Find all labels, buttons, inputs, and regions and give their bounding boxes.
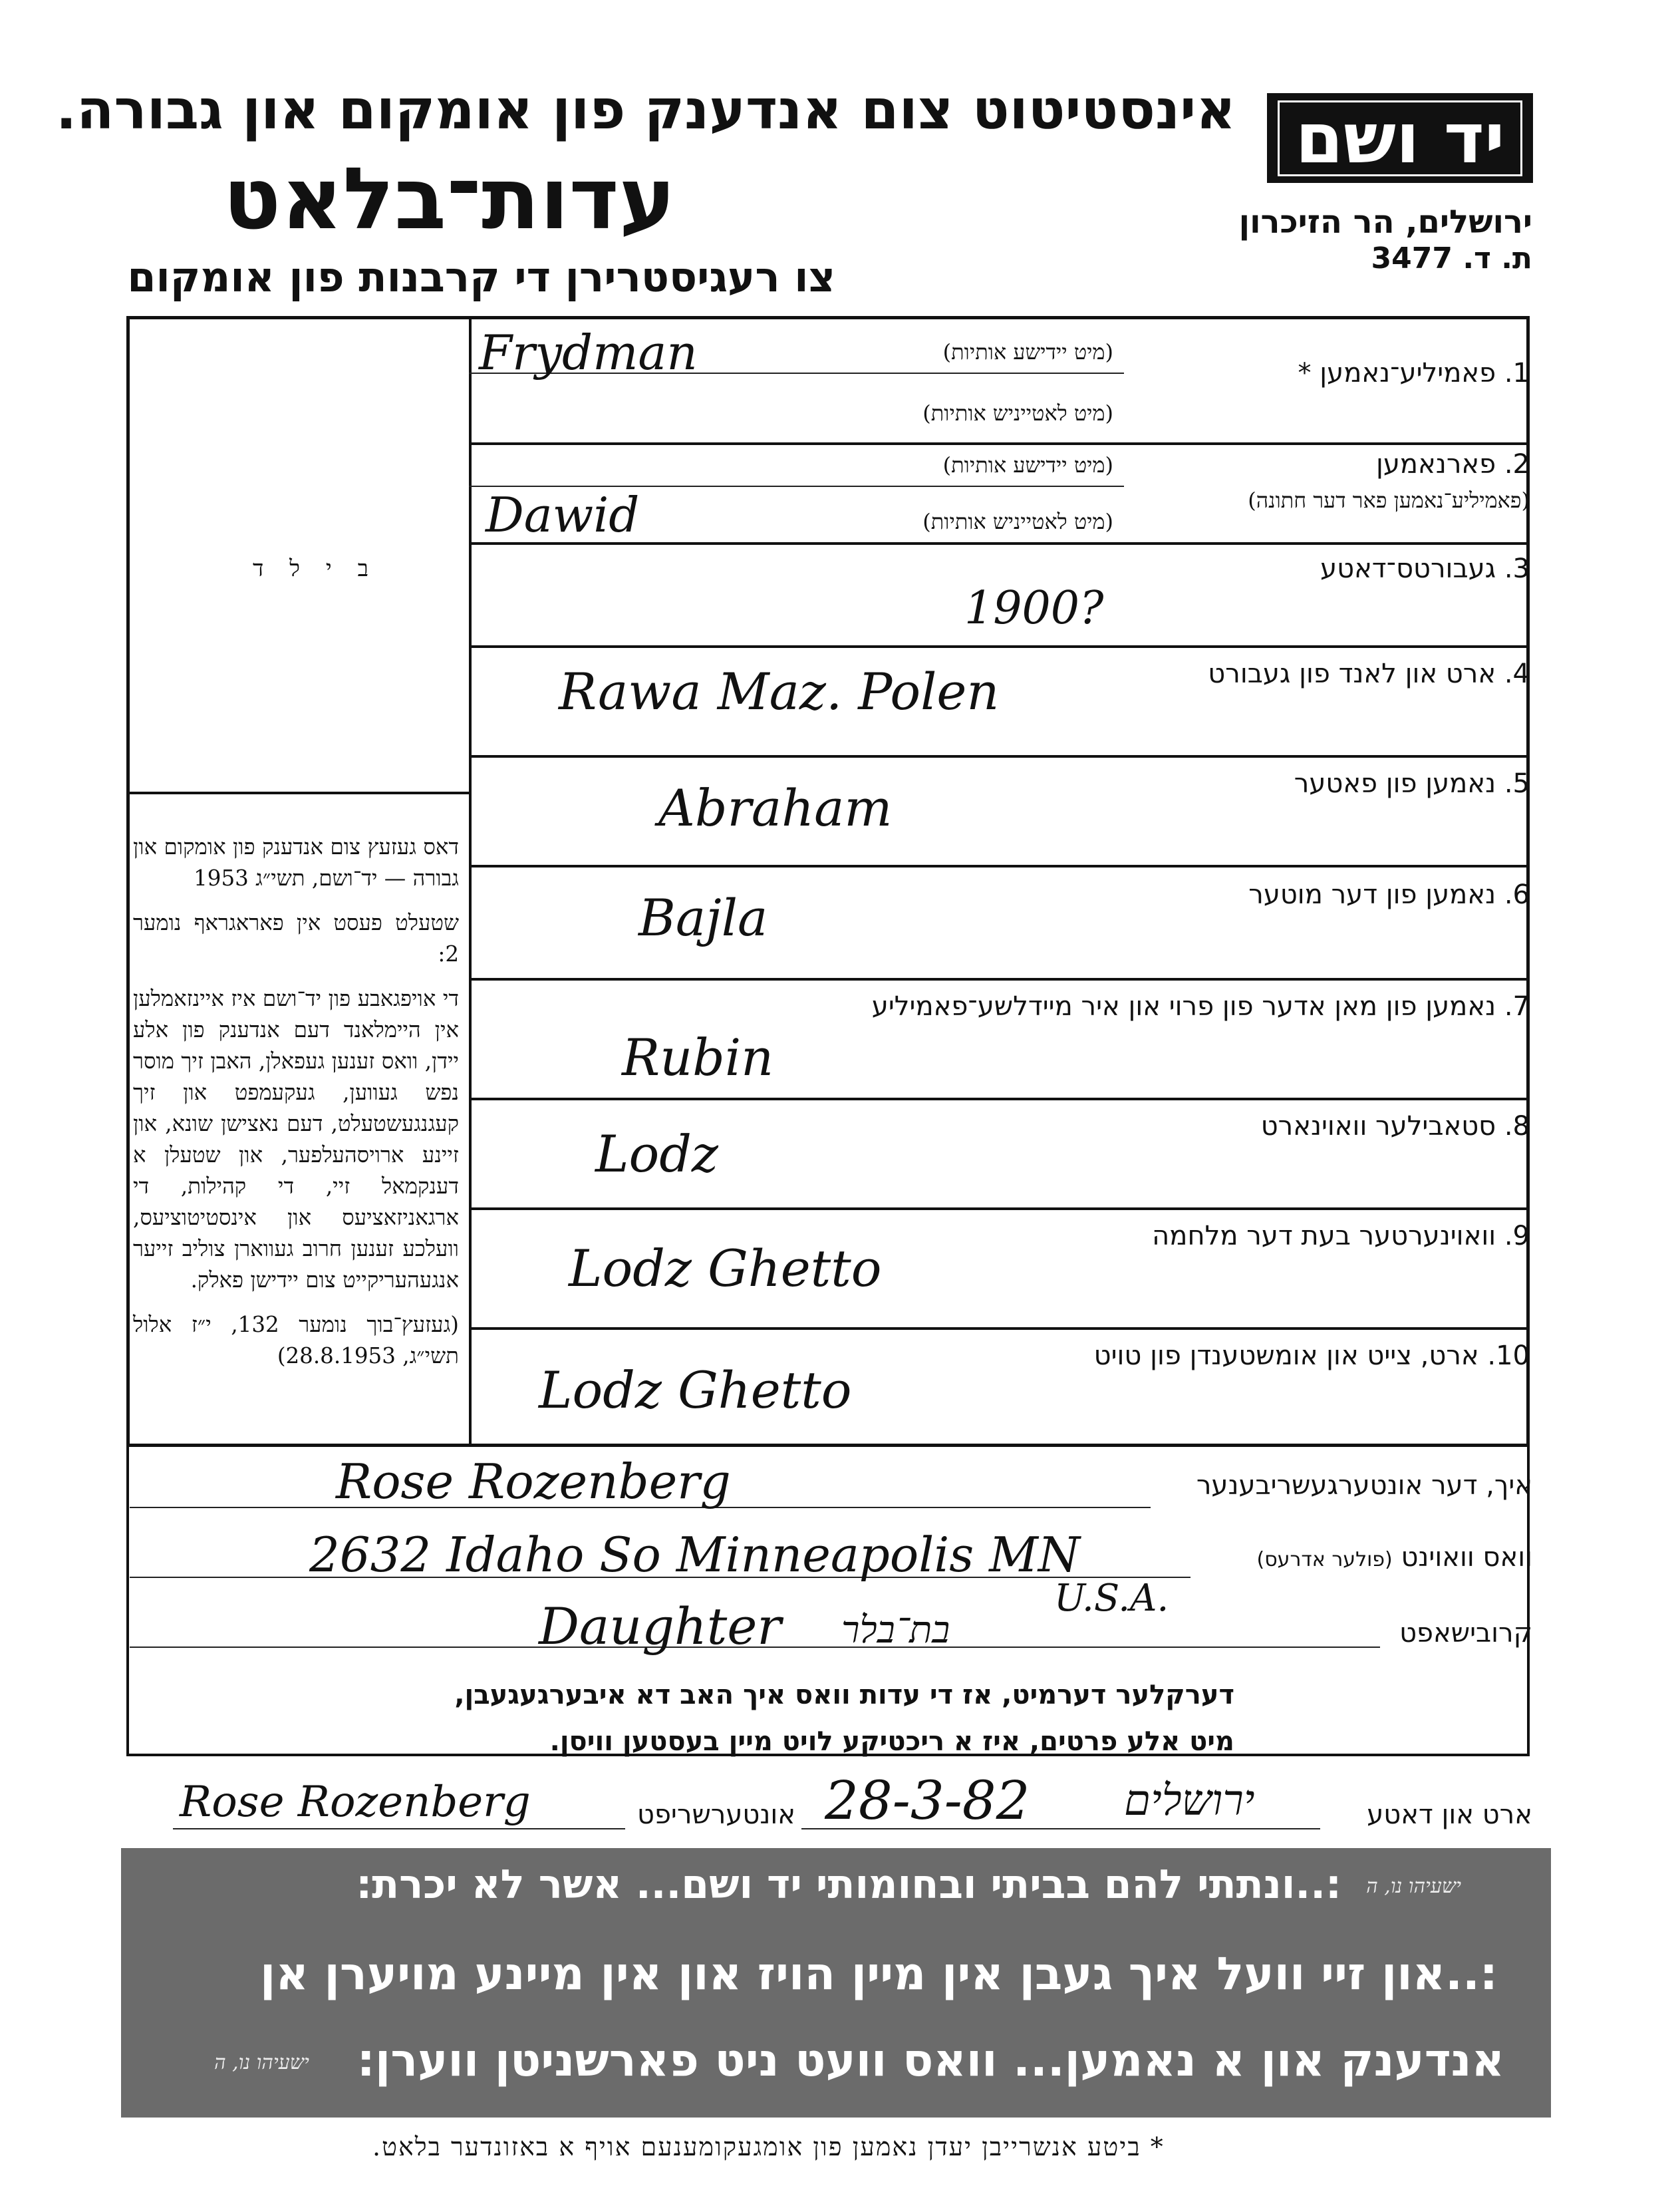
submitter-country-value[interactable]: U.S.A. — [1054, 1577, 1169, 1620]
field-8-label: 8. סטאבילער וואוינארט — [1260, 1111, 1530, 1142]
banner-ref-1: ישעיהו נו, ה — [1366, 1875, 1461, 1898]
signature-value[interactable]: Rose Rozenberg — [180, 1778, 531, 1827]
field-10-value[interactable]: Lodz Ghetto — [539, 1360, 852, 1420]
field-4-label: 4. ארט און לאנד פון געבורט — [1208, 659, 1530, 689]
field-4-value[interactable]: Rawa Maz. Polen — [559, 662, 1000, 721]
field-6-label: 6. נאמען פון דער מוטער — [1248, 879, 1530, 910]
hint-yiddish-1: (מיט יידישע אותיות) — [942, 339, 1113, 365]
field-5-value[interactable]: Abraham — [658, 778, 893, 838]
submitter-name-value[interactable]: Rose Rozenberg — [336, 1454, 731, 1509]
quote-banner — [121, 1848, 1551, 2118]
row-divider — [469, 1098, 1530, 1100]
submitter-address-value[interactable]: 2632 Idaho So Minneapolis MN — [309, 1527, 1080, 1583]
row-divider — [469, 865, 1530, 867]
footnote: * ביטע אנשרייבן יעדן נאמען פון אומגעקומענעם אויף א באזונדער בלאט. — [372, 2132, 1165, 2161]
address-line-1: ירושלים, הר הזיכרון — [1238, 204, 1532, 241]
row-divider — [469, 645, 1530, 648]
row-divider — [469, 755, 1530, 758]
legal-paragraph-3: די אויפגאבע פון יד־ושם איז איינזאמלען אין היימלאנד דעם אנדענק פון אלע יידן, וואס זענען געפאלן, האבן זיך מוסר נפש געווען, געקעמפט און זיך קעגנגעשטעלט, דעם נאצישן שונא, און זיינע ארויסהעלפער, און שטעלן א דענקמאל זיי, די קהילות, די ארגאניזאציעס און אינסטיטוציעס, וועלכע זענען חרוב געווארן צוליב זייער אנגעהעריקייט צום יידישן פאלק. — [133, 986, 459, 1293]
hint-latin-2: (מיט לאטייניש אותיות) — [922, 509, 1113, 534]
field-6-value[interactable]: Bajla — [638, 888, 768, 947]
signature-underline — [173, 1828, 625, 1829]
field-2-label: 2. פארנאמען — [1375, 449, 1530, 480]
row-divider — [469, 442, 1530, 445]
declaration-line-1: דערקלער דערמיט, אז די עדות וואס איך האב דא איבערגעגעבן, — [454, 1680, 1234, 1710]
address-line-2: ת. ד. 3477 — [1371, 241, 1532, 275]
submitter-address-label: וואס וואוינט (פולער אדרעס) — [1256, 1542, 1532, 1573]
hint-latin-1: (מיט לאטייניש אותיות) — [922, 400, 1113, 426]
submitter-name-label: איך, דער אונטערגעשריבענער — [1196, 1470, 1532, 1501]
relation-value[interactable]: Daughter — [539, 1597, 781, 1656]
institute-heading: אינסטיטוט צום אנדענק פון אומקום און גבורה. — [55, 79, 1236, 142]
photo-divider — [126, 792, 471, 794]
place-date-label: ארט און דאטע — [1367, 1800, 1532, 1830]
field-7-value[interactable]: Rubin — [622, 1028, 774, 1087]
field-2-value[interactable]: Dawid — [486, 487, 640, 543]
hint-maiden-name: (פאמיליע־נאמען פאר דער חתונה) — [1248, 488, 1530, 513]
field-8-value[interactable]: Lodz — [595, 1124, 718, 1183]
relation-hebrew: בת־בלר — [841, 1609, 950, 1652]
photo-label: ב י ל ד — [253, 555, 378, 582]
field-3-label: 3. געבורטס־דאטע — [1320, 553, 1530, 584]
legal-text — [133, 832, 459, 1385]
legal-paragraph-4: (געזעץ־בוך נומער 132, י״ז אלול תשי״ג, 28.8.1953) — [133, 1312, 459, 1368]
hint-yiddish-2: (מיט יידישע אותיות) — [942, 452, 1113, 478]
banner-ref-2: ישעיהו נו, ה — [214, 2051, 309, 2074]
declaration-line-2: מיט אלע פרטים, איז א ריכטיקע לויט מיין בעסטען וויסן. — [549, 1726, 1234, 1757]
field-9-label: 9. וואוינערטער בעת דער מלחמה — [1152, 1221, 1530, 1251]
field-1-label: 1. פאמיליע־נאמען * — [1298, 358, 1530, 389]
field-3-value[interactable]: 1900? — [964, 582, 1104, 635]
page-title: עדות־בלאט — [223, 150, 676, 249]
banner-line-2: :..און זיי וועל איך געבן אין מיין הויז און אין מיינע מויערן אן — [260, 1948, 1498, 2000]
field-10-label: 10. ארט, צייט און אומשטענדן פון טויט — [1093, 1340, 1530, 1371]
legal-paragraph-2: שטעלט פעסט אין פאראגראף נומער 2: — [133, 910, 459, 967]
row-divider — [469, 978, 1530, 981]
relation-label: קרובישאפט — [1399, 1618, 1532, 1649]
page-subtitle: צו רעגיסטרירן די קרבנות פון אומקום — [127, 253, 835, 301]
field-1-value[interactable]: Frydman — [479, 325, 698, 381]
row-divider — [469, 1327, 1530, 1330]
row-divider — [469, 1207, 1530, 1210]
banner-line-3: אנדענק און א נאמען... וואס וועט ניט פארשניטן ווערן: — [356, 2034, 1504, 2087]
signature-label: אונטערשריפט — [637, 1800, 795, 1830]
field-9-value[interactable]: Lodz Ghetto — [569, 1239, 882, 1298]
banner-line-1: :..ונתתי להם בביתי ובחומותי יד ושם... אשר לא יכרת: — [356, 1861, 1341, 1908]
place-value[interactable]: ירושלים — [1124, 1776, 1255, 1825]
yad-vashem-logo: יד ושם — [1267, 93, 1533, 183]
date-value[interactable]: 28-3-82 — [825, 1770, 1030, 1831]
field-7-label: 7. נאמען פון מאן אדער פון פרוי און איר מיידלשע־פאמיליע — [871, 991, 1530, 1022]
legal-paragraph-1: דאס געזעץ צום אנדענק פון אומקום און גבורה — יד־ושם, תשי״ג 1953 — [133, 834, 459, 891]
field-5-label: 5. נאמען פון פאטער — [1294, 768, 1530, 799]
